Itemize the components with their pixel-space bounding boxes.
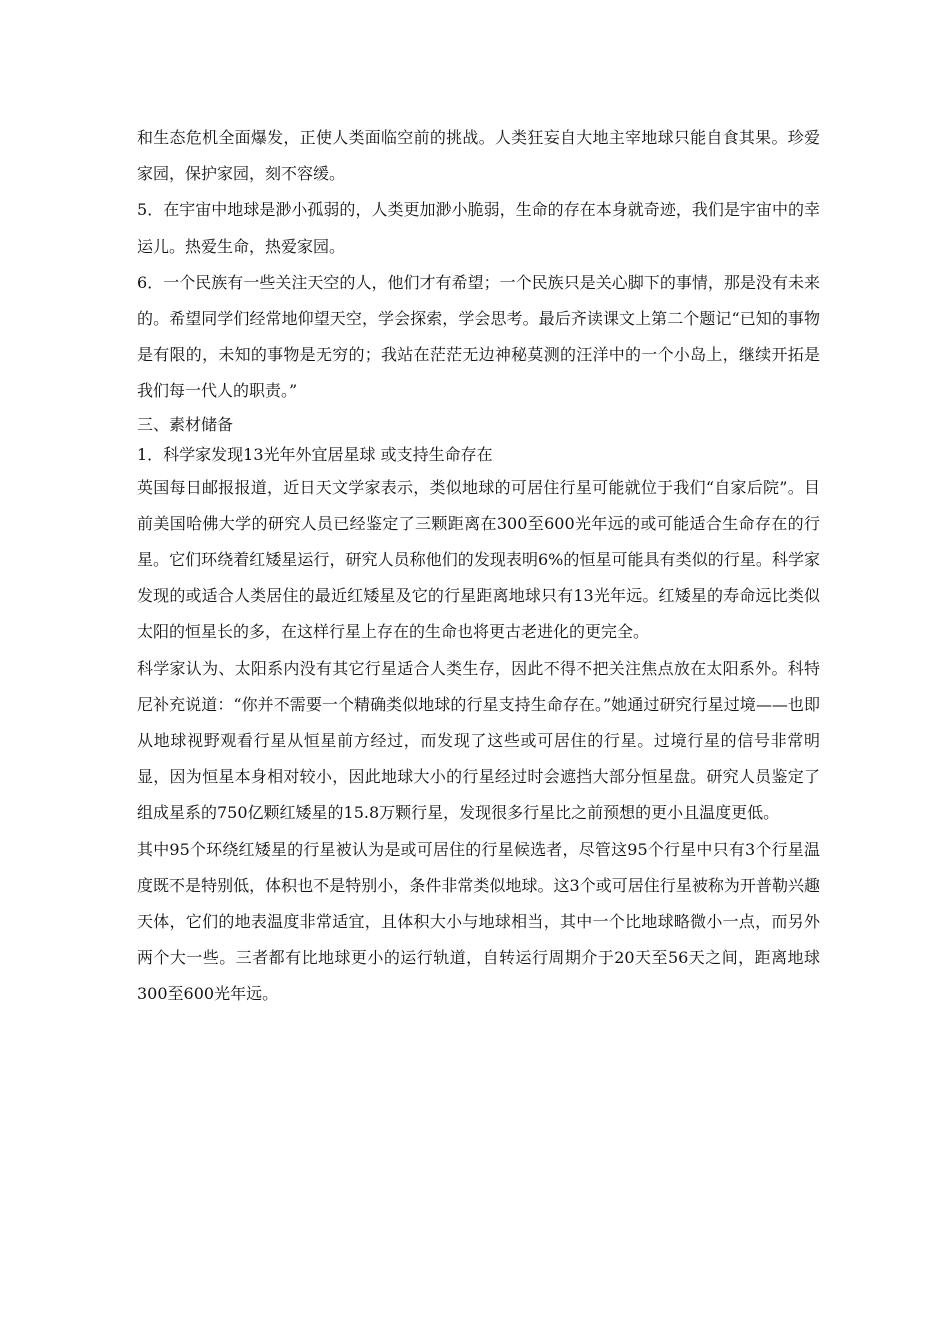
material-1-title: 1．科学家发现13光年外宜居星球 或支持生命存在	[137, 444, 493, 464]
material-1-body-1: 英国每日邮报报道，近日天文学家表示，类似地球的可居住行星可能就位于我们“自家后院”。目前美国哈佛大学的研究人员已经鉴定了三颗距离在300至600光年远的或可能适合生命存在的行星。它们环绕着红矮星运行，研究人员称他们的发现表明6%的恒星可能具有类似的行星。科学家发现的或适合人类居住的最近红矮星及它的行星距离地球只有13光年远。红矮星的寿命远比类似太阳的恒星长的多，在这样行星上存在的生命也将更古老进化的更完全。	[137, 477, 820, 642]
section-heading-materials: 三、素材储备	[137, 414, 234, 434]
paragraph-point-5: 5．在宇宙中地球是渺小孤弱的，人类更加渺小脆弱，生命的存在本身就奇迹，我们是宇宙中的幸运儿。热爱生命，热爱家园。	[137, 200, 820, 256]
material-1-body-3: 其中95个环绕红矮星的行星被认为是或可居住的行星候选者，尽管这95个行星中只有3个行星温度既不是特别低，体积也不是特别小，条件非常类似地球。这3个或可居住行星被称为开普勒兴趣天体，它们的地表温度非常适宜，且体积大小与地球相当，其中一个比地球略微小一点，而另外两个大一些。三者都有比地球更小的运行轨道，自转运行周期介于20天至56天之间，距离地球300至600光年远。	[137, 839, 820, 1004]
material-1-body-2: 科学家认为、太阳系内没有其它行星适合人类生存，因此不得不把关注焦点放在太阳系外。科特尼补充说道：“你并不需要一个精确类似地球的行星支持生命存在。”她通过研究行星过境——也即从地球视野观看行星从恒星前方经过，而发现了这些或可居住的行星。过境行星的信号非常明显，因为恒星本身相对较小，因此地球大小的行星经过时会遮挡大部分恒星盘。研究人员鉴定了组成星系的750亿颗红矮星的15.8万颗行星，发现很多行星比之前预想的更小且温度更低。	[137, 658, 820, 823]
document-page	[137, 120, 820, 1013]
paragraph-ending-4: 和生态危机全面爆发，正使人类面临空前的挑战。人类狂妄自大地主宰地球只能自食其果。珍爱家园，保护家园，刻不容缓。	[137, 128, 820, 184]
paragraph-point-6: 6．一个民族有一些关注天空的人，他们才有希望；一个民族只是关心脚下的事情，那是没有未来的。希望同学们经常地仰望天空，学会探索，学会思考。最后齐读课文上第二个题记“已知的事物是有限的，未知的事物是无穷的；我站在茫茫无边神秘莫测的汪洋中的一个小岛上，继续开拓是我们每一代人的职责。”	[137, 272, 820, 401]
